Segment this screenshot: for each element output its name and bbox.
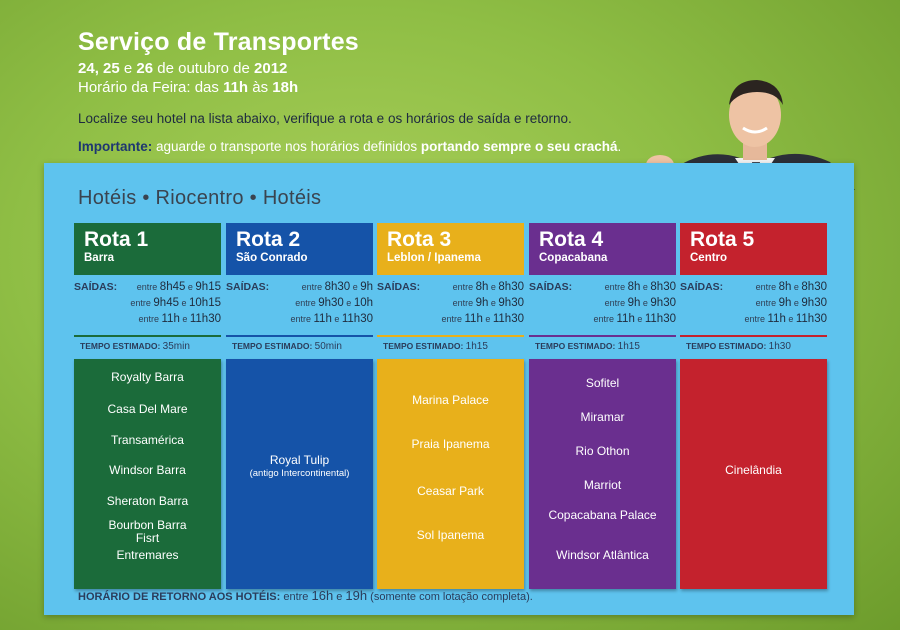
route-header: [680, 223, 827, 275]
hotel-list: [529, 359, 676, 589]
list-item: Copacabana Palace: [548, 508, 657, 522]
route-area: Copacabana: [539, 252, 608, 264]
list-item: Rio Othon: [575, 444, 630, 458]
route-area: Centro: [690, 252, 728, 264]
page-title: Serviço de Transportes: [78, 28, 359, 56]
route-header: [529, 223, 676, 275]
list-item: Sol Ipanema: [416, 528, 485, 542]
list-item: Marriot: [583, 478, 622, 492]
fair-hours: Horário da Feira: das 11h às 18h: [78, 79, 299, 96]
hotel-list: [74, 359, 221, 589]
route-column: [74, 223, 221, 589]
departures: [680, 281, 827, 335]
departures-label: SAÍDAS:: [226, 281, 270, 293]
list-item: Casa Del Mare: [107, 402, 188, 416]
departures-label: SAÍDAS:: [529, 281, 573, 293]
estimated-time: TEMPO ESTIMADO: 35min: [80, 341, 190, 352]
route-name: Rota 4: [539, 228, 604, 251]
estimated-time: TEMPO ESTIMADO: 50min: [232, 341, 342, 352]
list-item: Windsor Atlântica: [556, 548, 649, 562]
departure-time: entre 9h e 9h30: [755, 297, 827, 309]
route-header: [226, 223, 373, 275]
return-hours: HORÁRIO DE RETORNO AOS HOTÉIS: entre 16h e 19h (somente com lotação completa).: [78, 588, 533, 603]
panel-title: Hotéis • Riocentro • Hotéis: [78, 187, 322, 209]
hotel-list: [377, 359, 524, 589]
departure-time: entre 11h e 11h30: [744, 313, 827, 325]
route-area: Barra: [84, 252, 115, 264]
departures-label: SAÍDAS:: [680, 281, 724, 293]
route-column: [529, 223, 676, 589]
list-item: Marina Palace: [412, 393, 489, 407]
departures: [377, 281, 524, 335]
departure-time: entre 9h e 9h30: [452, 297, 524, 309]
list-item: Transamérica: [111, 433, 184, 447]
route-header: [377, 223, 524, 275]
header: [78, 28, 359, 96]
route-area: Leblon / Ipanema: [387, 252, 481, 264]
route-area: São Conrado: [236, 252, 308, 264]
route-name: Rota 3: [387, 228, 452, 251]
departures: [74, 281, 221, 335]
list-item: Sheraton Barra: [106, 494, 189, 508]
route-name: Rota 5: [690, 228, 755, 251]
hotel-note: (antigo Intercontinental): [249, 468, 350, 479]
departure-time: entre 8h e 8h30: [452, 281, 524, 293]
list-item: Ceasar Park: [417, 484, 484, 498]
route-name: Rota 2: [236, 228, 301, 251]
departures-label: SAÍDAS:: [74, 281, 118, 293]
important-notice: Importante: aguarde o transporte nos horários definidos portando sempre o seu crachá.: [78, 139, 622, 154]
route-name: Rota 1: [84, 228, 149, 251]
departure-time: entre 9h45 e 10h15: [130, 297, 221, 309]
list-item: Bourbon Barra Fisrt: [108, 518, 187, 545]
intro-text: Localize seu hotel na lista abaixo, verifique a rota e os horários de saída e retorno.: [78, 111, 572, 126]
estimated-time: TEMPO ESTIMADO: 1h15: [535, 341, 640, 352]
estimated-time: TEMPO ESTIMADO: 1h15: [383, 341, 488, 352]
hotel-list: [680, 359, 827, 589]
list-item: Praia Ipanema: [411, 437, 490, 451]
list-item: Royal Tulip (antigo Intercontinental): [226, 454, 373, 480]
routes-panel: [44, 163, 854, 615]
list-item: Miramar: [580, 410, 625, 424]
departure-time: entre 11h e 11h30: [441, 313, 524, 325]
list-item: Royalty Barra: [111, 370, 184, 384]
departures: [529, 281, 676, 335]
estimated-time: TEMPO ESTIMADO: 1h30: [686, 341, 791, 352]
list-item: Cinelândia: [725, 463, 782, 477]
departures-label: SAÍDAS:: [377, 281, 421, 293]
event-dates: 24, 25 e 26 de outubro de 2012: [78, 60, 288, 77]
departure-time: entre 9h e 9h30: [604, 297, 676, 309]
departures: [226, 281, 373, 335]
departure-time: entre 11h e 11h30: [138, 313, 221, 325]
list-item: Windsor Barra: [109, 463, 186, 477]
departure-time: entre 8h e 8h30: [604, 281, 676, 293]
route-column: [226, 223, 373, 589]
list-item: Entremares: [116, 548, 179, 562]
departure-time: entre 11h e 11h30: [290, 313, 373, 325]
departure-time: entre 9h30 e 10h: [295, 297, 373, 309]
list-item: Sofitel: [585, 376, 620, 390]
departure-time: entre 8h45 e 9h15: [136, 281, 221, 293]
departure-time: entre 8h30 e 9h: [301, 281, 373, 293]
route-column: [680, 223, 827, 589]
departure-time: entre 8h e 8h30: [755, 281, 827, 293]
route-header: [74, 223, 221, 275]
departure-time: entre 11h e 11h30: [593, 313, 676, 325]
route-column: [377, 223, 524, 589]
hotel-list: [226, 359, 373, 589]
